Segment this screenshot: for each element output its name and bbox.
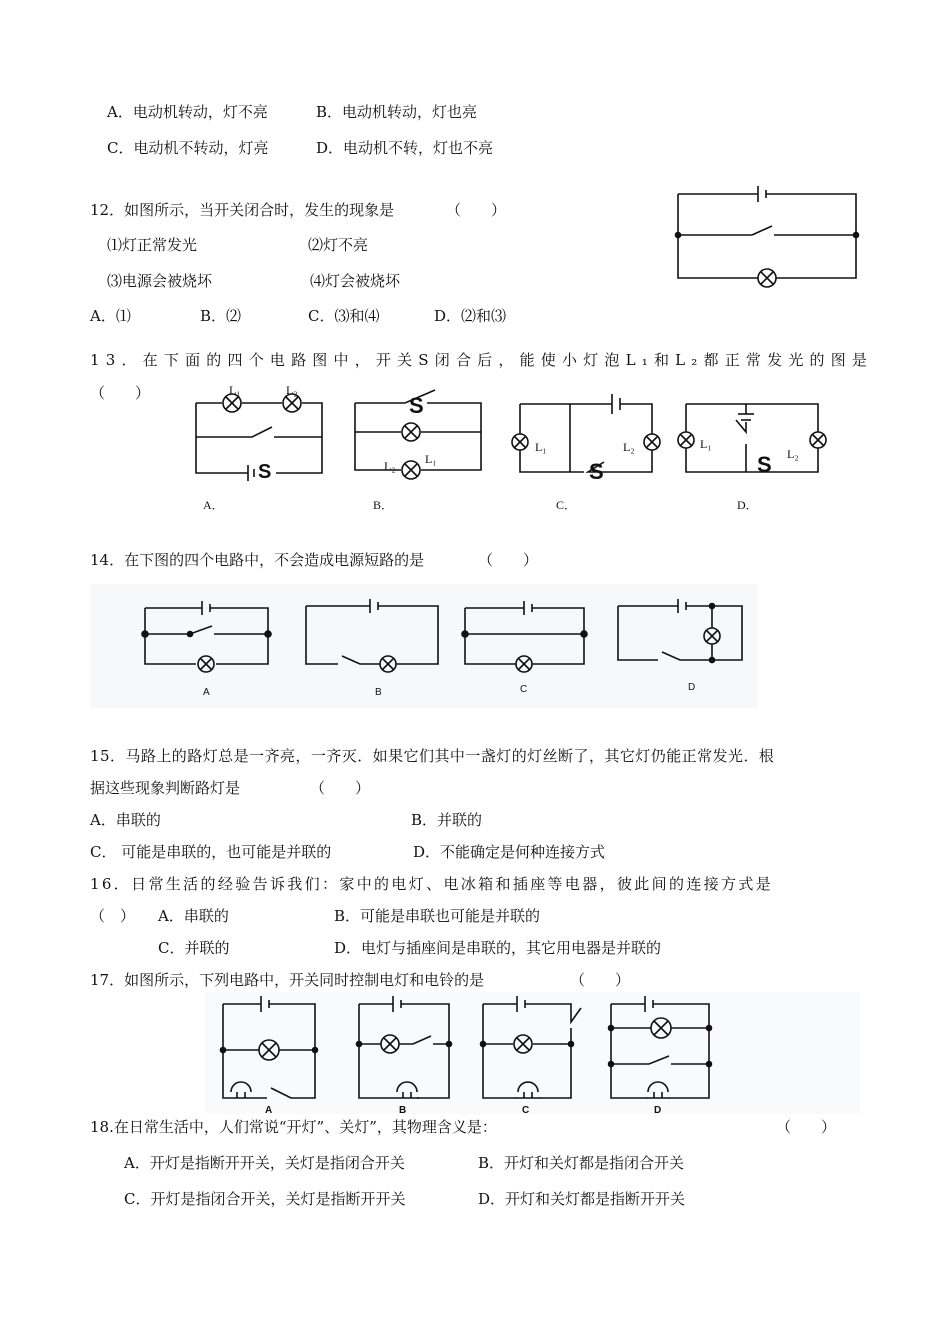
q17-label-a: A [265, 1105, 273, 1116]
q15-option-a: A．串联的 [90, 811, 161, 829]
q16-option-a: A．串联的 [158, 907, 229, 925]
q12-statement-1: ⑴灯正常发光 [107, 236, 198, 254]
q18-option-b: B．开灯和关灯都是指闭合开关 [478, 1154, 685, 1172]
q16-stem-line1: 16．日常生活的经验告诉我们：家中的电灯、电冰箱和插座等电器，彼此间的连接方式是 [90, 875, 774, 893]
q12-option-d: D．⑵和⑶ [434, 307, 507, 325]
q15-option-b: B．并联的 [411, 811, 483, 829]
q13-stem: 13．在下面的四个电路图中，开关S闭合后，能使小灯泡L₁和L₂都正常发光的图是 [90, 351, 874, 369]
q13-label-c: C． [556, 498, 577, 512]
q15-option-c: C． 可能是串联的，也可能是并联的 [90, 843, 332, 861]
q12-statement-2: ⑵灯不亮 [308, 236, 369, 254]
q11-option-d: D．电动机不转，灯也不亮 [316, 139, 494, 157]
q17-circuits [205, 992, 860, 1114]
q15-option-d: D．不能确定是何种连接方式 [413, 843, 606, 861]
q11-option-b: B．电动机转动，灯也亮 [316, 103, 478, 121]
q13-answer-paren: （ ） [90, 384, 151, 402]
q12-stem: 12．如图所示，当开关闭合时，发生的现象是 [90, 201, 395, 219]
q18-stem: 18.在日常生活中，人们常说“开灯”、关灯”，其物理含义是： [90, 1118, 497, 1136]
q12-statement-4: ⑷灯会被烧坏 [310, 272, 401, 290]
q13-b-switch-letter: S [409, 393, 424, 418]
q14-label-d: D [688, 682, 696, 693]
q12-option-c: C．⑶和⑷ [308, 307, 380, 325]
q16-option-d: D．电灯与插座间是串联的，其它用电器是并联的 [334, 939, 662, 957]
q18-option-d: D．开灯和关灯都是指断开开关 [478, 1190, 686, 1208]
q14-circuits [90, 584, 758, 708]
q15-answer-paren: （ ） [310, 779, 371, 797]
q12-statement-3: ⑶电源会被烧坏 [107, 272, 213, 290]
q15-stem-line2: 据这些现象判断路灯是 [90, 779, 241, 797]
q17-label-d: D [654, 1105, 662, 1116]
q14-label-b: B [375, 687, 382, 698]
q11-option-a: A．电动机转动，灯不亮 [107, 103, 268, 121]
q12-option-a: A．⑴ [90, 307, 131, 325]
q18-answer-paren: （ ） [776, 1118, 837, 1136]
q12-circuit-diagram [676, 182, 860, 292]
q17-answer-paren: （ ） [570, 971, 631, 989]
q13-circuit-c [512, 390, 660, 484]
q14-label-a: A [203, 687, 210, 698]
q14-stem: 14．在下图的四个电路中，不会造成电源短路的是 [90, 551, 425, 569]
q16-option-c: C．并联的 [158, 939, 230, 957]
q15-stem-line1: 15．马路上的路灯总是一齐亮，一齐灭．如果它们其中一盏灯的灯丝断了，其它灯仍能正常发光．根 [90, 747, 775, 765]
q17-stem: 17．如图所示，下列电路中，开关同时控制电灯和电铃的是 [90, 971, 485, 989]
q18-option-a: A．开灯是指断开开关，关灯是指闭合开关 [124, 1154, 405, 1172]
q13-b-lamp2-label: L₂ [384, 459, 396, 473]
q18-option-c: C．开灯是指闭合开关，关灯是指断开开关 [124, 1190, 406, 1208]
q13-label-a: A． [203, 498, 224, 512]
q13-d-lamp1-label: L₁ [700, 437, 712, 451]
q17-label-c: C [522, 1105, 530, 1116]
q14-answer-paren: （ ） [478, 551, 539, 569]
q13-c-lamp1-label: L₁ [535, 440, 547, 454]
q13-d-switch-letter: S [757, 452, 772, 477]
q13-a-switch-letter: S [258, 461, 272, 483]
q16-option-b: B．可能是串联也可能是并联的 [334, 907, 541, 925]
q13-c-lamp2-label: L₂ [623, 440, 635, 454]
q12-option-b: B．⑵ [200, 307, 242, 325]
q13-c-switch-letter: S [589, 459, 604, 484]
q16-answer-paren: （ ） [90, 907, 136, 925]
q12-answer-paren: （ ） [446, 201, 507, 219]
q13-b-lamp1-label: L₁ [425, 452, 437, 466]
q13-label-d: D． [737, 498, 758, 512]
q14-label-c: C [520, 684, 528, 695]
q13-label-b: B． [373, 498, 394, 512]
q13-a-lamp1-label: L₁ [229, 383, 241, 397]
q17-label-b: B [399, 1105, 407, 1116]
q13-d-lamp2-label: L₂ [787, 447, 799, 461]
q11-option-c: C．电动机不转动，灯亮 [107, 139, 269, 157]
q13-a-lamp2-label: L₂ [286, 383, 298, 397]
